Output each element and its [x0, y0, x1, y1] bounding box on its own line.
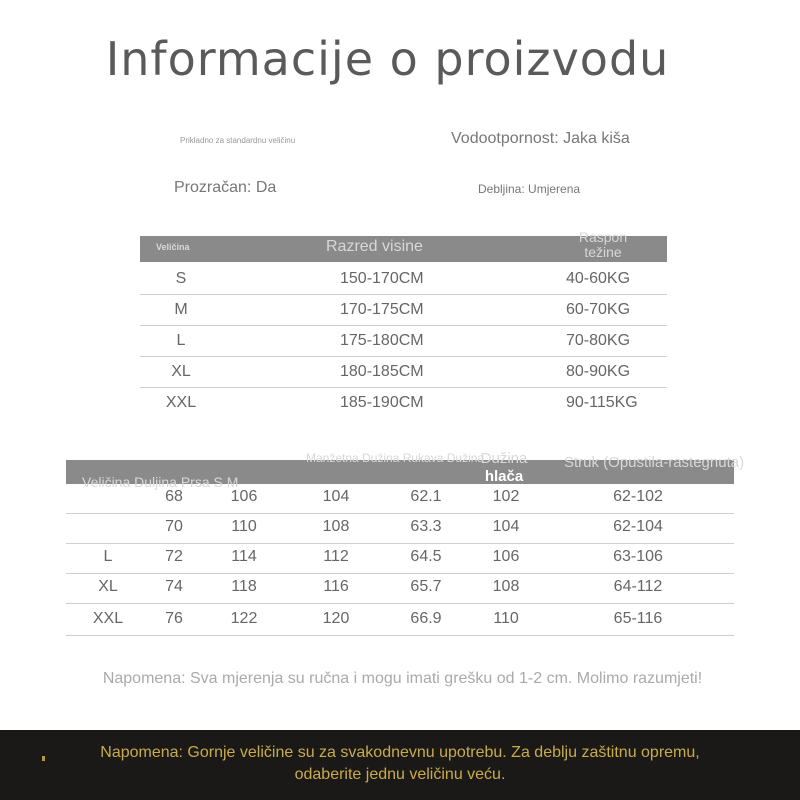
cell-length: 72	[165, 548, 183, 565]
attr-thickness: Debljina: Umjerena	[478, 182, 581, 196]
table-row	[140, 326, 667, 357]
cell-weight: 70-80KG	[566, 332, 631, 349]
cell-chest: 106	[230, 488, 258, 505]
cell-size: XXL	[92, 610, 124, 627]
cell-size: XL	[98, 578, 118, 595]
header-waist: Struk (Opustila-rastegnuta)	[564, 454, 745, 471]
header-pants-bottom: hlača	[484, 468, 524, 485]
cell-chest: 110	[231, 518, 257, 535]
cell-cuff: 104	[322, 488, 350, 505]
measurement-note: Napomena: Sva mjerenja su ručna i mogu imati grešku od 1-2 cm. Molimo razumjeti!	[102, 670, 703, 687]
cell-waist: 62-104	[613, 518, 663, 535]
footer-banner	[0, 730, 800, 800]
cell-chest: 122	[230, 610, 258, 627]
cell-cuff: 120	[322, 610, 350, 627]
cell-weight: 60-70KG	[566, 301, 631, 318]
footer-note-line2: odaberite jednu veličinu veću.	[294, 766, 506, 783]
cell-pants-length: 110	[493, 610, 519, 627]
cell-height: 170-175CM	[340, 301, 424, 318]
table-row	[66, 574, 734, 604]
cell-sleeve-length: 63.3	[410, 518, 442, 535]
page-title: Informacije o proizvodu	[105, 32, 670, 86]
cell-height: 175-180CM	[340, 332, 424, 349]
cell-cuff: 108	[322, 518, 350, 535]
cell-weight: 40-60KG	[566, 270, 631, 287]
cell-height: 180-185CM	[340, 363, 424, 380]
cell-waist: 65-116	[613, 610, 663, 627]
size-table-header	[140, 229, 667, 262]
size-table	[140, 229, 667, 416]
cell-cuff: 112	[323, 548, 349, 565]
cell-size: S	[175, 270, 187, 287]
attr-breathable: Prozračan: Da	[174, 179, 277, 196]
cell-length: 70	[165, 518, 183, 535]
cell-height: 150-170CM	[340, 270, 424, 287]
table-row	[140, 264, 667, 295]
cell-chest: 114	[231, 548, 257, 565]
cell-size: XL	[171, 363, 191, 380]
measurement-table	[66, 450, 745, 638]
cell-size: XXL	[165, 394, 197, 411]
attr-standard-size: Prikladno za standardnu veličinu	[180, 136, 296, 145]
cell-pants-length: 102	[492, 488, 520, 505]
cell-weight: 90-115KG	[566, 394, 638, 411]
cell-weight: 80-90KG	[566, 363, 631, 380]
table-row	[66, 484, 734, 514]
table-row	[140, 357, 667, 388]
cell-size: M	[174, 301, 188, 318]
cell-sleeve-length: 64.5	[410, 548, 442, 565]
footer-note-line1: Napomena: Gornje veličine su za svakodnevnu upotrebu. Za deblju zaštitnu opremu,	[100, 744, 700, 761]
cell-pants-length: 108	[492, 578, 520, 595]
cell-length: 74	[165, 578, 183, 595]
header-size: Veličina	[156, 242, 190, 252]
header-pants-top: Dužina	[480, 450, 528, 467]
cell-sleeve-length: 65.7	[410, 578, 442, 595]
cell-sleeve-length: 62.1	[410, 488, 442, 505]
table-row	[140, 295, 667, 326]
footer-note	[40, 742, 760, 786]
header-sleeve: Manžetna Dužina Rukava Dužina	[306, 451, 485, 465]
header-weight-range: Raspon težine	[578, 229, 628, 260]
attr-waterproof: Vodootpornost: Jaka kiša	[451, 130, 630, 147]
cell-chest: 118	[231, 578, 257, 595]
measurement-table-header	[66, 450, 745, 490]
header-size-length-chest: Veličina Duljina Prsa S M	[82, 474, 239, 490]
table-row	[140, 388, 667, 419]
cell-waist: 64-112	[613, 578, 663, 595]
cell-pants-length: 106	[492, 548, 520, 565]
cell-height: 185-190CM	[340, 394, 424, 411]
cell-length: 68	[165, 488, 183, 505]
cell-waist: 63-106	[613, 548, 663, 565]
cell-sleeve-length: 66.9	[410, 610, 442, 627]
table-row	[66, 606, 734, 636]
table-row	[66, 514, 734, 544]
header-pants-length	[474, 450, 534, 486]
cell-size: L	[103, 548, 113, 565]
table-row	[66, 544, 734, 574]
cell-pants-length: 104	[492, 518, 520, 535]
cell-size: L	[176, 332, 186, 349]
cell-cuff: 116	[323, 578, 349, 595]
cell-length: 76	[165, 610, 183, 627]
header-height-range: Razred visine	[326, 238, 423, 255]
cell-waist: 62-102	[613, 488, 663, 505]
